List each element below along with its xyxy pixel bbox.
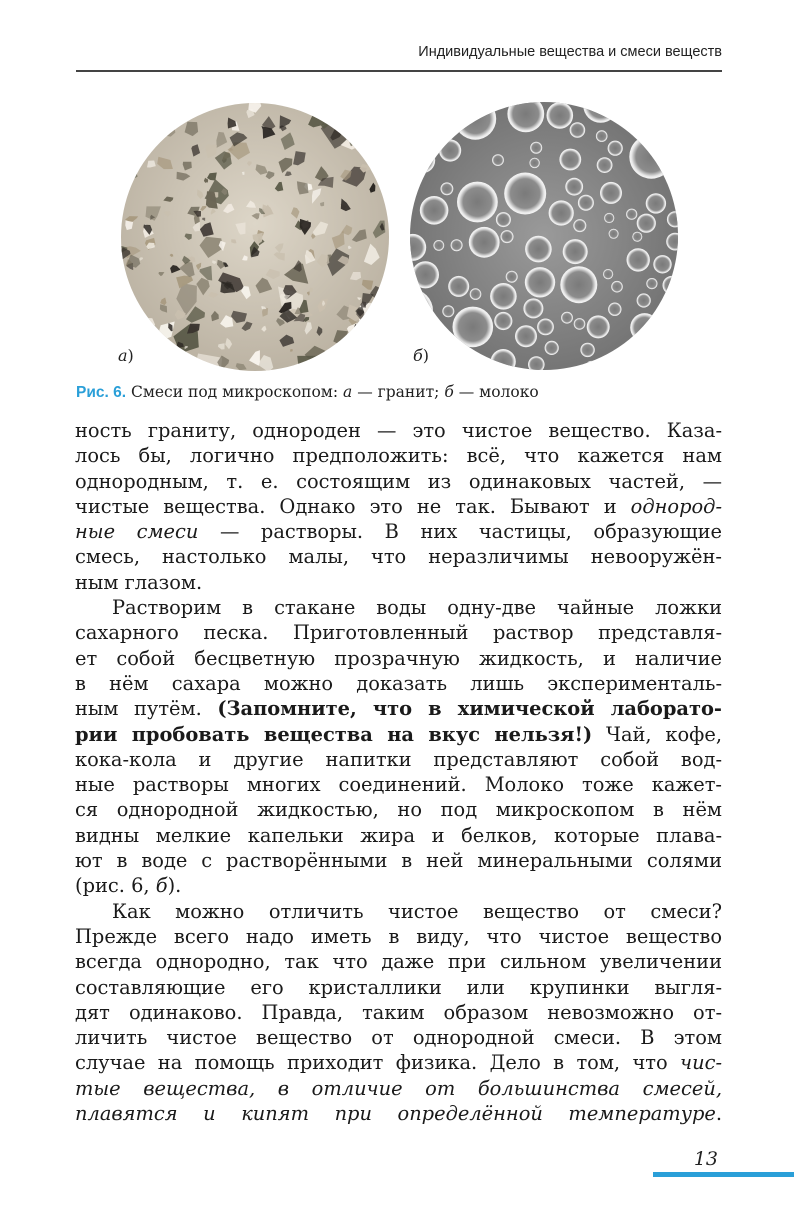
text-line: Растворим в стакане воды одну-две чайные ложки [112, 596, 722, 620]
text-line: всегда однородно, так что даже при сильном увеличении [75, 950, 722, 974]
text-line: рии пробовать вещества на вкус нельзя!) Чай, кофе, [75, 722, 722, 746]
text-line: ся однородной жидкостью, но под микроскопом в нём [75, 798, 722, 822]
caption-text: Смеси под микроскопом: [126, 383, 344, 401]
caption-b: б [444, 383, 454, 401]
text-line: тые вещества, в отличие от большинства смесей, [75, 1076, 722, 1100]
text-line: ные растворы многих соединений. Молоко тоже кажет- [75, 773, 722, 797]
text-line: в нём сахара можно доказать лишь эксперименталь- [75, 671, 722, 695]
figure-label-a: а) [118, 346, 134, 365]
text-line: сахарного песка. Приготовленный раствор представля- [75, 621, 722, 645]
text-line: ные смеси — растворы. В них частицы, образующие [75, 520, 723, 544]
text-line: личить чистое вещество от однородной смеси. В этом [75, 1026, 722, 1050]
text-line: Как можно отличить чистое вещество от смеси? [112, 899, 722, 923]
header-rule [76, 70, 722, 72]
page-number: 13 [693, 1148, 718, 1170]
text-line: видны мелкие капельки жира и белков, которые плава- [75, 823, 722, 847]
running-head: Индивидуальные вещества и смеси веществ [418, 44, 722, 60]
text-line: плавятся и кипят при определённой температуре. [75, 1102, 722, 1126]
paragraph-2 [75, 595, 722, 899]
page-accent-bar [653, 1172, 794, 1177]
text-line: лось бы, логично предположить: всё, что кажется нам [75, 444, 722, 468]
caption-a-text: — гранит; [352, 383, 445, 401]
text-line: (рис. 6, б). [75, 874, 182, 898]
granite-micrograph [121, 103, 389, 371]
paragraph-1 [75, 418, 722, 595]
text-line: чистые вещества. Однако это не так. Бывают и однород- [75, 494, 722, 518]
figure-caption [76, 383, 726, 402]
text-line: составляющие его кристаллики или крупинки выгля- [75, 975, 722, 999]
text-line: ным путём. (Запомните, что в химической лаборато- [75, 697, 722, 721]
text-line: ет собой бесцветную прозрачную жидкость, и наличие [75, 646, 722, 670]
figure-label-b: б) [413, 346, 430, 365]
text-line: Прежде всего надо иметь в виду, что чистое вещество [75, 924, 722, 948]
caption-a: а [343, 383, 353, 401]
body-text [75, 418, 722, 1126]
milk-micrograph [410, 102, 678, 370]
text-line: случае на помощь приходит физика. Дело в том, что чис- [75, 1051, 722, 1075]
text-line: дят одинаково. Правда, таким образом невозможно от- [75, 1000, 722, 1024]
text-line: ют в воде с растворёнными в ней минеральными солями [75, 849, 722, 873]
text-line: однородным, т. е. состоящим из одинаковых частей, — [75, 469, 722, 493]
text-line: кока-кола и другие напитки представляют собой вод- [75, 747, 722, 771]
paragraph-3 [75, 899, 722, 1127]
caption-b-text: — молоко [453, 383, 539, 401]
text-line: ность граниту, однороден — это чистое вещество. Каза- [75, 419, 722, 442]
text-line: смесь, настолько малы, что неразличимы невооружён- [75, 545, 722, 569]
caption-label: Рис. 6. [76, 384, 127, 401]
text-line: ным глазом. [75, 570, 203, 594]
